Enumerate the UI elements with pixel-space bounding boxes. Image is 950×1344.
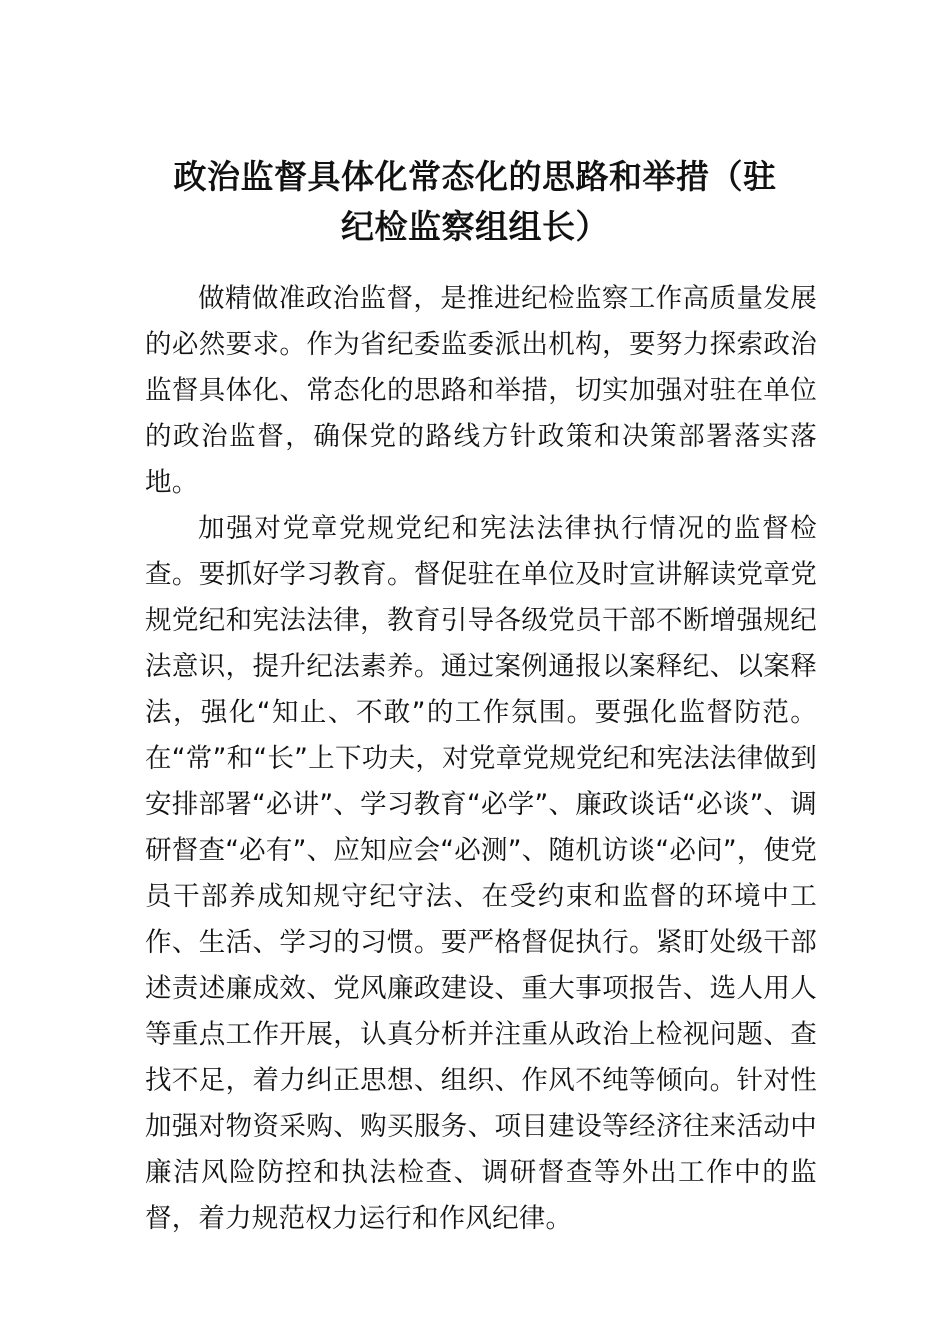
title-line-2: 纪检监察组组长） (341, 207, 609, 246)
paragraph-supervision: 加强对党章党规党纪和宪法法律执行情况的监督检查。要抓好学习教育。督促驻在单位及时宣讲解读党章党规党纪和宪法法律，教育引导各级党员干部不断增强规纪法意识，提升纪法素养。通过案例通报以案释纪、以案释法，强化“知止、不敢”的工作氛围。要强化监督防范。在“常”和“长”上下功夫，对党章党规党纪和宪法法律做到安排部署“必讲”、学习教育“必学”、廉政谈话“必谈”、调研督查“必有”、应知应会“必测”、随机访谈“必问”，使党员干部养成知规守纪守法、在受约束和监督的环境中工作、生活、学习的习惯。要严格督促执行。紧盯处级干部述责述廉成效、党风廉政建设、重大事项报告、选人用人等重点工作开展，认真分析并注重从政治上检视问题、查找不足，着力纠正思想、组织、作风不纯等倾向。针对性加强对物资采购、购买服务、项目建设等经济往来活动中廉洁风险防控和执法检查、调研督查等外出工作中的监督，着力规范权力运行和作风纪律。 (145, 513, 817, 1234)
document-title (140, 152, 810, 252)
title-line-1: 政治监督具体化常态化的思路和举措（驻 (173, 157, 777, 196)
document-body (145, 276, 817, 1242)
paragraph-intro: 做精做准政治监督，是推进纪检监察工作高质量发展的必然要求。作为省纪委监委派出机构，要努力探索政治监督具体化、常态化的思路和举措，切实加强对驻在单位的政治监督，确保党的路线方针政策和决策部署落实落地。 (145, 283, 817, 498)
